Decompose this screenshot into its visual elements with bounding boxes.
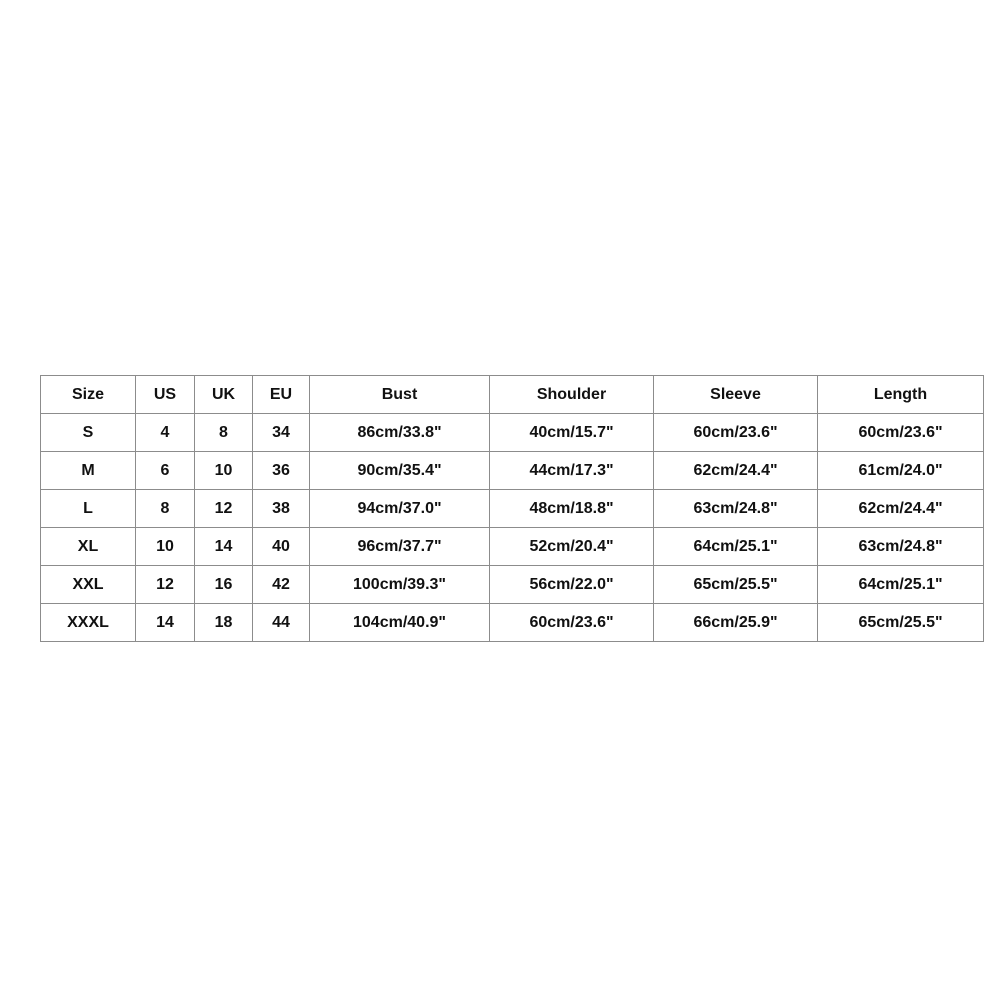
cell-eu: 38 bbox=[253, 490, 310, 528]
cell-length: 61cm/24.0" bbox=[818, 452, 984, 490]
table-row bbox=[41, 528, 984, 566]
cell-us: 8 bbox=[136, 490, 195, 528]
cell-sleeve: 64cm/25.1" bbox=[654, 528, 818, 566]
cell-shoulder: 48cm/18.8" bbox=[490, 490, 654, 528]
cell-eu: 34 bbox=[253, 414, 310, 452]
cell-sleeve: 63cm/24.8" bbox=[654, 490, 818, 528]
cell-us: 12 bbox=[136, 566, 195, 604]
header-row bbox=[41, 376, 984, 414]
header-shoulder: Shoulder bbox=[490, 376, 654, 414]
cell-length: 63cm/24.8" bbox=[818, 528, 984, 566]
cell-bust: 96cm/37.7" bbox=[310, 528, 490, 566]
cell-bust: 86cm/33.8" bbox=[310, 414, 490, 452]
cell-uk: 8 bbox=[195, 414, 253, 452]
cell-size: M bbox=[41, 452, 136, 490]
cell-sleeve: 60cm/23.6" bbox=[654, 414, 818, 452]
cell-us: 6 bbox=[136, 452, 195, 490]
cell-size: S bbox=[41, 414, 136, 452]
header-bust: Bust bbox=[310, 376, 490, 414]
cell-eu: 40 bbox=[253, 528, 310, 566]
cell-shoulder: 52cm/20.4" bbox=[490, 528, 654, 566]
cell-length: 65cm/25.5" bbox=[818, 604, 984, 642]
cell-uk: 14 bbox=[195, 528, 253, 566]
table-row bbox=[41, 414, 984, 452]
cell-size: XL bbox=[41, 528, 136, 566]
header-sleeve: Sleeve bbox=[654, 376, 818, 414]
header-us: US bbox=[136, 376, 195, 414]
cell-sleeve: 65cm/25.5" bbox=[654, 566, 818, 604]
table-row bbox=[41, 452, 984, 490]
cell-us: 14 bbox=[136, 604, 195, 642]
size-chart-header bbox=[41, 376, 984, 414]
cell-shoulder: 40cm/15.7" bbox=[490, 414, 654, 452]
size-chart-table bbox=[40, 375, 984, 642]
cell-bust: 100cm/39.3" bbox=[310, 566, 490, 604]
cell-bust: 104cm/40.9" bbox=[310, 604, 490, 642]
size-chart-body bbox=[41, 414, 984, 642]
table-row bbox=[41, 604, 984, 642]
cell-us: 10 bbox=[136, 528, 195, 566]
cell-length: 62cm/24.4" bbox=[818, 490, 984, 528]
cell-shoulder: 56cm/22.0" bbox=[490, 566, 654, 604]
header-size: Size bbox=[41, 376, 136, 414]
table-row bbox=[41, 566, 984, 604]
cell-bust: 90cm/35.4" bbox=[310, 452, 490, 490]
cell-size: L bbox=[41, 490, 136, 528]
cell-us: 4 bbox=[136, 414, 195, 452]
cell-size: XXL bbox=[41, 566, 136, 604]
cell-uk: 10 bbox=[195, 452, 253, 490]
cell-uk: 16 bbox=[195, 566, 253, 604]
table-row bbox=[41, 490, 984, 528]
cell-length: 64cm/25.1" bbox=[818, 566, 984, 604]
cell-eu: 42 bbox=[253, 566, 310, 604]
cell-shoulder: 60cm/23.6" bbox=[490, 604, 654, 642]
cell-eu: 36 bbox=[253, 452, 310, 490]
cell-length: 60cm/23.6" bbox=[818, 414, 984, 452]
cell-shoulder: 44cm/17.3" bbox=[490, 452, 654, 490]
header-uk: UK bbox=[195, 376, 253, 414]
cell-eu: 44 bbox=[253, 604, 310, 642]
cell-bust: 94cm/37.0" bbox=[310, 490, 490, 528]
cell-uk: 18 bbox=[195, 604, 253, 642]
cell-sleeve: 62cm/24.4" bbox=[654, 452, 818, 490]
header-length: Length bbox=[818, 376, 984, 414]
cell-sleeve: 66cm/25.9" bbox=[654, 604, 818, 642]
header-eu: EU bbox=[253, 376, 310, 414]
cell-size: XXXL bbox=[41, 604, 136, 642]
cell-uk: 12 bbox=[195, 490, 253, 528]
